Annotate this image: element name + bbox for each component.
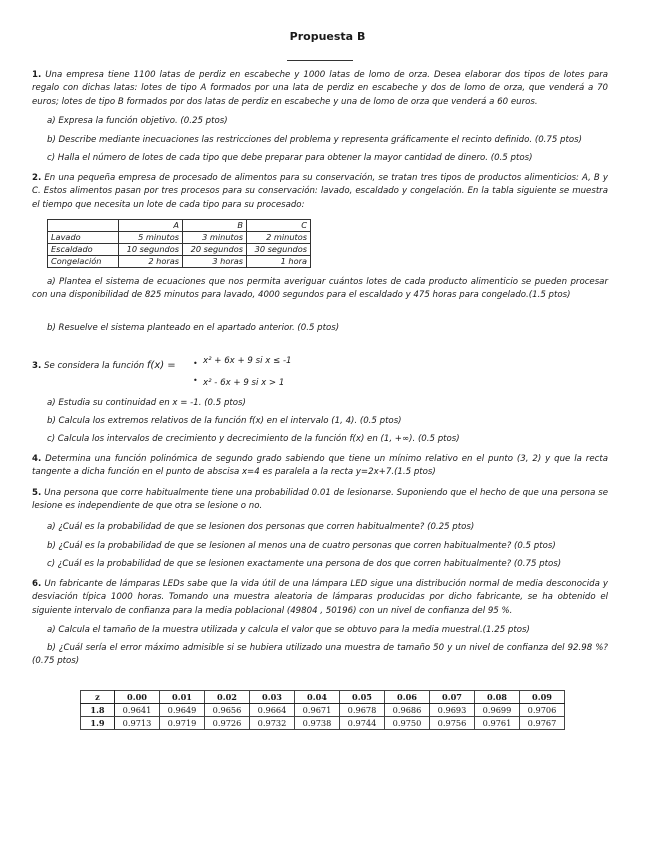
header-cell: 0.06 <box>385 691 430 704</box>
table-cell: 0.9664 <box>250 704 295 717</box>
question-4 <box>32 453 608 480</box>
question-6-part-a: a) Calcula el tamaño de la muestra utilizada y calcula el valor que se obtuvo para la media muestral.(1.25 ptos) <box>47 625 530 635</box>
title-underline <box>287 60 353 61</box>
question-6 <box>32 578 608 618</box>
table-cell: 3 horas <box>183 256 247 268</box>
table-cell: 0.9738 <box>295 717 340 730</box>
question-2-number: 2. <box>32 173 42 183</box>
header-cell: 0.02 <box>205 691 250 704</box>
table-cell: 0.9732 <box>250 717 295 730</box>
table-cell: 0.9656 <box>205 704 250 717</box>
normal-table-wrapper <box>78 688 568 734</box>
z-value-cell: 1.8 <box>81 704 115 717</box>
table-header-row <box>48 220 311 232</box>
table-cell: 20 segundos <box>183 244 247 256</box>
table-cell: 0.9678 <box>340 704 385 717</box>
question-6-number: 6. <box>32 579 42 589</box>
question-3-part-a: a) Estudia su continuidad en x = -1. (0.5 ptos) <box>47 398 246 408</box>
header-cell: 0.00 <box>115 691 160 704</box>
question-3 <box>32 360 176 371</box>
table-cell: 0.9767 <box>520 717 565 730</box>
table-cell: 2 horas <box>119 256 183 268</box>
question-1 <box>32 69 608 109</box>
table-cell: 0.9693 <box>430 704 475 717</box>
table-row <box>81 717 565 730</box>
question-3-part-c: c) Calcula los intervalos de crecimiento y decrecimiento de la función f(x) en (1, +∞). (0.5 ptos) <box>47 434 460 444</box>
question-6-part-b: b) ¿Cuál sería el error máximo admisible si se hubiera utilizado una muestra de tamaño 50 y un nivel de confianza del 92.98 %? (0.75 ptos) <box>32 643 608 667</box>
question-1-part-c: c) Halla el número de lotes de cada tipo que debe preparar para obtener la mayor cantidad de dinero. (0.5 ptos) <box>47 153 533 163</box>
piecewise-case-1: x² + 6x + 9 si x ≤ -1 <box>203 356 292 366</box>
table-cell: 3 minutos <box>183 232 247 244</box>
table-row <box>48 232 311 244</box>
function-label: f(x) = <box>146 360 176 371</box>
table-cell: 0.9713 <box>115 717 160 730</box>
question-3-intro: Se considera la función <box>43 361 145 371</box>
question-3-part-b: b) Calcula los extremos relativos de la función f(x) en el intervalo (1, 4). (0.5 ptos) <box>47 416 402 426</box>
table-corner-cell <box>48 220 119 232</box>
table-cell: 0.9686 <box>385 704 430 717</box>
question-1-number: 1. <box>32 70 42 80</box>
header-cell: 0.07 <box>430 691 475 704</box>
table-cell: 0.9649 <box>160 704 205 717</box>
table-cell: 0.9726 <box>205 717 250 730</box>
table-cell: 2 minutos <box>247 232 311 244</box>
piece-bullet: • <box>193 359 198 368</box>
question-1-part-a: a) Expresa la función objetivo. (0.25 ptos) <box>47 116 228 126</box>
header-cell: 0.01 <box>160 691 205 704</box>
row-label: Lavado <box>48 232 119 244</box>
table-row <box>81 704 565 717</box>
table-cell: 30 segundos <box>247 244 311 256</box>
processing-time-table <box>47 219 311 268</box>
row-label: Escaldado <box>48 244 119 256</box>
table-cell: 0.9719 <box>160 717 205 730</box>
table-cell: 10 segundos <box>119 244 183 256</box>
question-5-number: 5. <box>32 488 42 498</box>
table-cell: 5 minutos <box>119 232 183 244</box>
header-cell: 0.04 <box>295 691 340 704</box>
table-row <box>48 244 311 256</box>
normal-table-header <box>81 691 565 704</box>
header-cell: 0.09 <box>520 691 565 704</box>
question-6-text: Un fabricante de lámparas LEDs sabe que la vida útil de una lámpara LED sigue una distribución normal de media desconocida y desviación típica 1000 horas. Tomando una muestra aleatoria de lámparas producidas por dicho fabricante, se ha obtenido el siguiente intervalo de confianza para la media poblacional (49804 , 50196) con un nivel de confianza del 95 %. <box>32 579 608 616</box>
page-title: Propuesta B <box>289 30 366 43</box>
question-1-part-b: b) Describe mediante inecuaciones las restricciones del problema y representa gráficamente el recinto definido. (0.75 ptos) <box>47 135 582 145</box>
question-1-text: Una empresa tiene 1100 latas de perdiz en escabeche y 1000 latas de lomo de orza. Desea elaborar dos tipos de lotes para regalo con dichas latas: lotes de tipo A formados por una lata de perdiz en escabeche y dos de lomo de orza, que venderá a 70 euros; lotes de tipo B formados por dos latas de perdiz en escabeche y una de lomo de orza que venderá a 60 euros. <box>32 70 609 107</box>
table-cell: 0.9706 <box>520 704 565 717</box>
question-2-text: En una pequeña empresa de procesado de alimentos para su conservación, se tratan tres tipos de productos alimenticios: A, B y C. Estos alimentos pasan por tres procesos para su conservación: lavado, escaldado y congelación. En la tabla siguiente se muestra el tiempo que necesita un lote de cada tipo para su procesado: <box>32 173 609 210</box>
table-header-c: C <box>247 220 311 232</box>
question-5 <box>32 487 608 514</box>
header-cell: 0.08 <box>475 691 520 704</box>
question-5-text: Una persona que corre habitualmente tiene una probabilidad 0.01 de lesionarse. Suponiendo que el hecho de que una persona se lesione es independiente de que otra se lesione o no. <box>32 488 608 512</box>
header-cell: 0.03 <box>250 691 295 704</box>
table-cell: 0.9671 <box>295 704 340 717</box>
table-header-a: A <box>119 220 183 232</box>
question-5-part-c: c) ¿Cuál es la probabilidad de que se lesionen exactamente una persona de dos que corren habitualmente? (0.75 ptos) <box>47 559 562 569</box>
row-label: Congelación <box>48 256 119 268</box>
question-2-part-b: b) Resuelve el sistema planteado en el apartado anterior. (0.5 ptos) <box>47 323 340 333</box>
question-4-text: Determina una función polinómica de segundo grado sabiendo que tiene un mínimo relativo en el punto (3, 2) y que la recta tangente a dicha función en el punto de abscisa x=4 es paralela a la recta y=2x+7.(1.5 ptos) <box>32 454 608 478</box>
question-5-part-a: a) ¿Cuál es la probabilidad de que se lesionen dos personas que corren habitualmente? (0.25 ptos) <box>47 522 475 532</box>
table-cell: 0.9761 <box>475 717 520 730</box>
header-cell: 0.05 <box>340 691 385 704</box>
question-3-number: 3. <box>32 361 42 371</box>
table-header-b: B <box>183 220 247 232</box>
header-cell: z <box>81 691 115 704</box>
table-cell: 0.9744 <box>340 717 385 730</box>
question-4-number: 4. <box>32 454 42 464</box>
table-cell: 0.9641 <box>115 704 160 717</box>
question-2 <box>32 172 608 212</box>
question-5-part-b: b) ¿Cuál es la probabilidad de que se lesionen al menos una de cuatro personas que corren habitualmente? (0.5 ptos) <box>47 541 556 551</box>
table-cell: 0.9756 <box>430 717 475 730</box>
z-value-cell: 1.9 <box>81 717 115 730</box>
normal-distribution-table <box>80 690 565 730</box>
question-2-part-a: a) Plantea el sistema de ecuaciones que nos permita averiguar cuántos lotes de cada producto alimenticio se pueden procesar con una disponibilidad de 825 minutos para lavado, 4000 segundos para el escaldado y 475 horas para congelado.(1.5 ptos) <box>32 277 608 301</box>
piecewise-case-2: x² - 6x + 9 si x > 1 <box>203 378 285 388</box>
table-cell: 1 hora <box>247 256 311 268</box>
piece-bullet: • <box>193 376 198 385</box>
table-row <box>48 256 311 268</box>
table-cell: 0.9750 <box>385 717 430 730</box>
table-cell: 0.9699 <box>475 704 520 717</box>
